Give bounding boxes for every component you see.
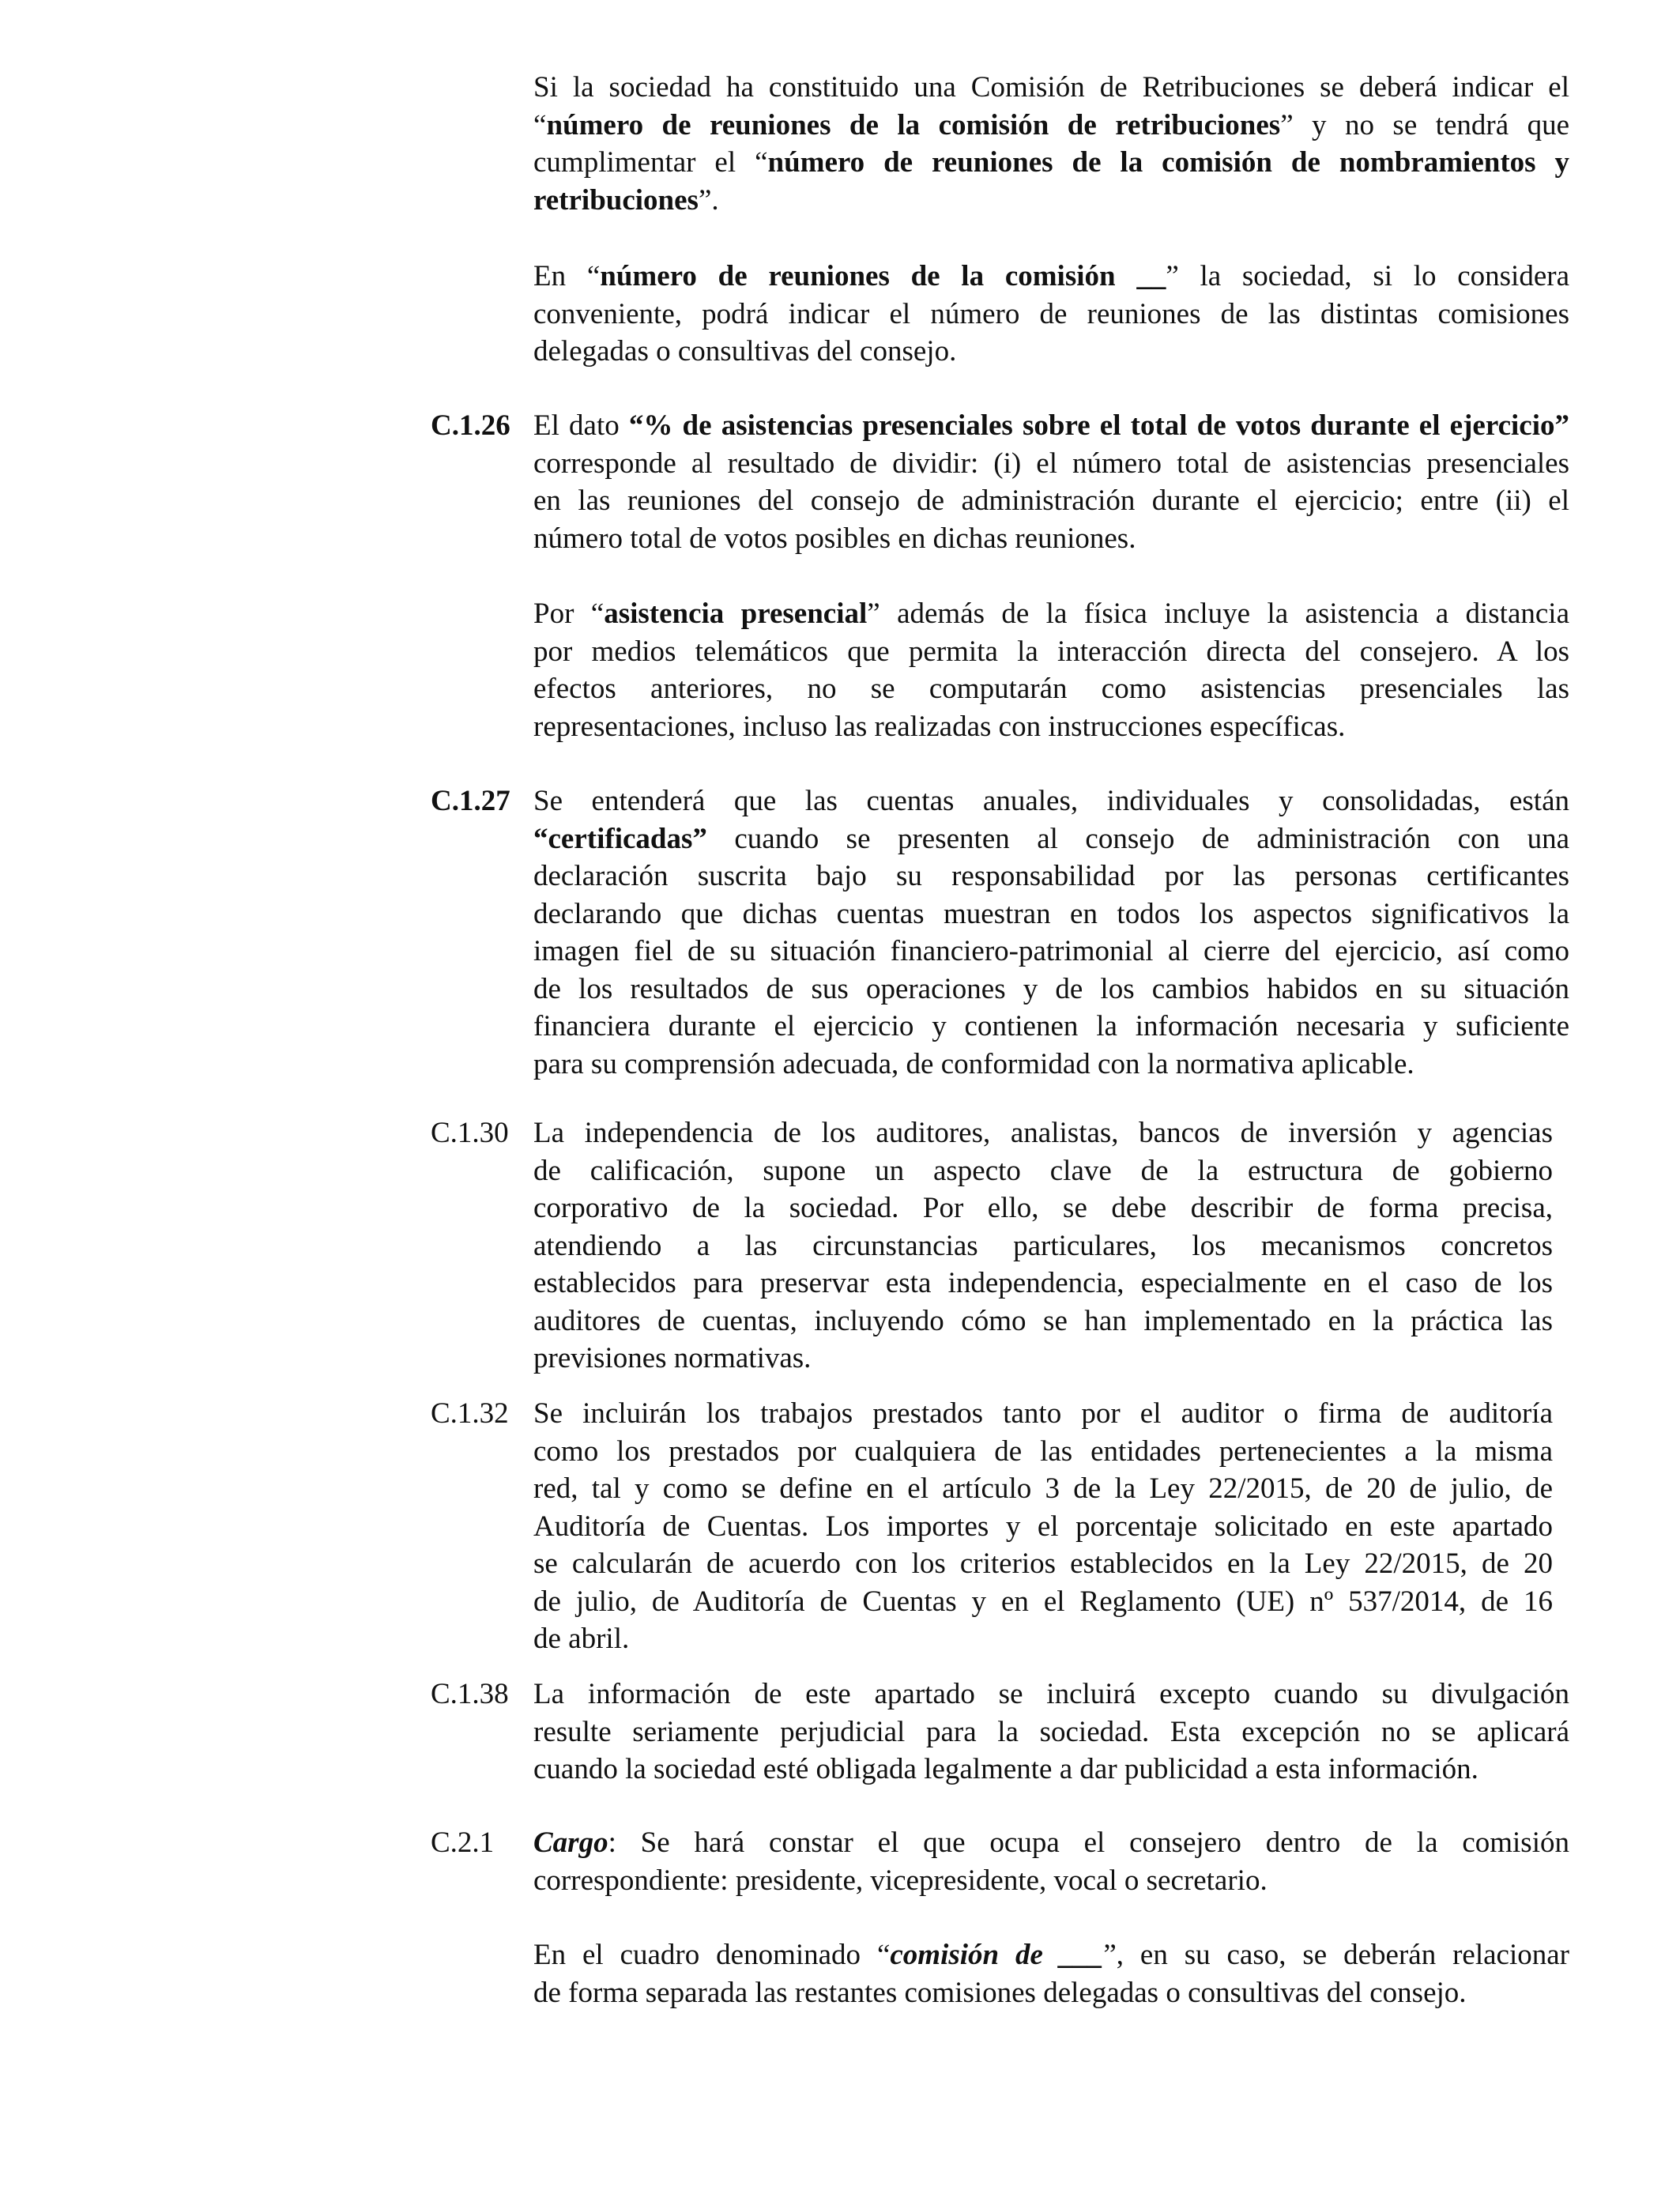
section-label-c138: C.1.38 xyxy=(431,1678,509,1710)
text-line: Auditoría de Cuentas. Los importes y el porcentaje solicitado en este apartado xyxy=(533,1510,1553,1543)
section-c126-paragraph-2 xyxy=(533,595,1569,745)
section-c138-paragraph xyxy=(533,1676,1569,1789)
text-line: corresponde al resultado de dividir: (i) el número total de asistencias presenciales xyxy=(533,447,1569,480)
text-line: delegadas o consultivas del consejo. xyxy=(533,335,957,368)
text-line: resulte seriamente perjudicial para la sociedad. Esta excepción no se aplicará xyxy=(533,1715,1569,1748)
section-label-c126: C.1.26 xyxy=(431,409,510,442)
text-line: corporativo de la sociedad. Por ello, se debe describir de forma precisa, xyxy=(533,1192,1553,1224)
intro-paragraph-2 xyxy=(533,258,1569,371)
text-line: El dato “% de asistencias presenciales sobre el total de votos durante el ejercicio” xyxy=(533,409,1569,442)
section-c126-paragraph-1 xyxy=(533,407,1569,557)
text-line: declarando que dichas cuentas muestran en todos los aspectos significativos la xyxy=(533,897,1569,930)
text-line: correspondiente: presidente, vicepresidente, vocal o secretario. xyxy=(533,1864,1268,1897)
section-label-c127: C.1.27 xyxy=(431,785,510,817)
text-line: previsiones normativas. xyxy=(533,1342,812,1374)
section-label-c132: C.1.32 xyxy=(431,1397,509,1430)
section-c21-paragraph-1 xyxy=(533,1824,1569,1899)
section-c21-paragraph-2 xyxy=(533,1936,1569,2011)
text-line: declaración suscrita bajo su responsabilidad por las personas certificantes xyxy=(533,860,1569,892)
text-line: La información de este apartado se incluirá excepto cuando su divulgación xyxy=(533,1678,1569,1710)
intro-paragraph-1 xyxy=(533,69,1569,219)
text-line: número total de votos posibles en dichas reuniones. xyxy=(533,522,1136,555)
text-line: cumplimentar el “número de reuniones de la comisión de nombramientos y xyxy=(533,146,1569,179)
text-line: como los prestados por cualquiera de las entidades pertenecientes a la misma xyxy=(533,1434,1553,1468)
text-line: Si la sociedad ha constituido una Comisión de Retribuciones se deberá indicar el xyxy=(533,71,1569,104)
text-line: de abril. xyxy=(533,1623,630,1655)
text-line: red, tal y como se define en el artículo 3 de la Ley 22/2015, de 20 de julio, de xyxy=(533,1472,1553,1505)
section-c127-paragraph xyxy=(533,782,1569,1083)
text-line: atendiendo a las circunstancias particulares, los mecanismos concretos xyxy=(533,1229,1553,1262)
text-line: retribuciones”. xyxy=(533,183,719,217)
text-line: Se entenderá que las cuentas anuales, individuales y consolidadas, están xyxy=(533,785,1569,817)
text-line: se calcularán de acuerdo con los criterios establecidos en la Ley 22/2015, de 20 xyxy=(533,1547,1553,1580)
text-line: para su comprensión adecuada, de conformidad con la normativa aplicable. xyxy=(533,1047,1414,1080)
text-line: establecidos para preservar esta independencia, especialmente en el caso de los xyxy=(533,1267,1553,1299)
text-line: efectos anteriores, no se computarán como asistencias presenciales las xyxy=(533,673,1569,705)
text-line: La independencia de los auditores, analistas, bancos de inversión y agencias xyxy=(533,1117,1553,1149)
text-line: financiera durante el ejercicio y contienen la información necesaria y suficiente xyxy=(533,1010,1569,1042)
text-line: de los resultados de sus operaciones y de los cambios habidos en su situación xyxy=(533,972,1569,1005)
section-c132-paragraph xyxy=(533,1395,1553,1658)
text-line: auditores de cuentas, incluyendo cómo se han implementado en la práctica las xyxy=(533,1304,1553,1337)
text-line: por medios telemáticos que permita la interacción directa del consejero. A los xyxy=(533,635,1569,668)
text-line: “certificadas” cuando se presenten al consejo de administración con una xyxy=(533,822,1569,855)
text-line: imagen fiel de su situación financiero-patrimonial al cierre del ejercicio, así como xyxy=(533,935,1569,967)
section-label-c21: C.2.1 xyxy=(431,1826,495,1859)
section-label-c130: C.1.30 xyxy=(431,1117,509,1149)
section-c130-paragraph xyxy=(533,1114,1553,1378)
text-line: “número de reuniones de la comisión de retribuciones” y no se tendrá que xyxy=(533,108,1569,141)
text-line: cuando la sociedad esté obligada legalmente a dar publicidad a esta información. xyxy=(533,1753,1478,1785)
text-line: en las reuniones del consejo de administración durante el ejercicio; entre (ii) el xyxy=(533,484,1569,517)
text-line: conveniente, podrá indicar el número de reuniones de las distintas comisiones xyxy=(533,297,1569,330)
text-line: Por “asistencia presencial” además de la física incluye la asistencia a distancia xyxy=(533,598,1569,630)
text-line: representaciones, incluso las realizadas con instrucciones específicas. xyxy=(533,710,1346,743)
text-line: Se incluirán los trabajos prestados tanto por el auditor o firma de auditoría xyxy=(533,1397,1553,1430)
text-line: En el cuadro denominado “comisión de ___”, en su caso, se deberán relacionar xyxy=(533,1939,1569,1971)
text-line: de forma separada las restantes comisiones delegadas o consultivas del consejo. xyxy=(533,1976,1467,2009)
text-line: de julio, de Auditoría de Cuentas y en el Reglamento (UE) nº 537/2014, de 16 xyxy=(533,1585,1553,1618)
text-line: de calificación, supone un aspecto clave de la estructura de gobierno xyxy=(533,1154,1553,1187)
text-line: Cargo: Se hará constar el que ocupa el consejero dentro de la comisión xyxy=(533,1826,1569,1859)
text-line: En “número de reuniones de la comisión __” la sociedad, si lo considera xyxy=(533,260,1569,292)
